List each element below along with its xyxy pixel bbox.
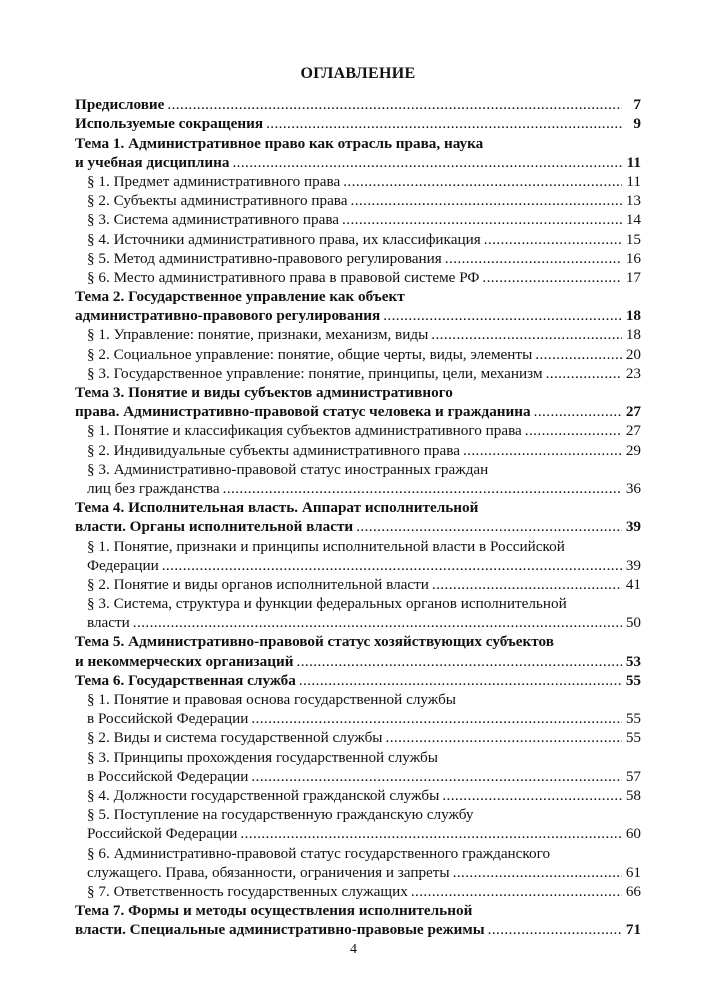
toc-page-number: 50: [625, 614, 641, 632]
dot-leader: [232, 153, 622, 172]
toc-entry-line: [75, 306, 641, 325]
page-number: 4: [350, 942, 357, 957]
dot-leader: [463, 441, 622, 460]
dot-leader: [445, 249, 622, 268]
toc-entry-title: § 1. Управление: понятие, признаки, механизм, виды: [87, 326, 429, 344]
toc-page-number: 27: [625, 403, 641, 421]
toc-entry-line: [75, 421, 641, 440]
toc-entry[interactable]: [75, 632, 641, 670]
dot-leader: [251, 767, 622, 786]
toc-entry-line: [75, 920, 641, 939]
toc-entry-line: [75, 537, 641, 556]
dot-leader: [351, 191, 622, 210]
toc-page-number: 18: [625, 326, 641, 344]
dot-leader: [383, 306, 622, 325]
toc-page-number: 7: [633, 96, 641, 114]
toc-entry-line: [75, 230, 641, 249]
toc-page-number: 11: [626, 172, 641, 190]
toc-page-number: 18: [625, 307, 641, 325]
toc-entry-title: § 4. Должности государственной гражданской службы: [87, 786, 440, 804]
toc-entry[interactable]: [75, 671, 641, 690]
toc-entry[interactable]: [75, 249, 641, 268]
toc-page-number: 66: [625, 882, 641, 900]
toc-page-number: 60: [625, 825, 641, 843]
toc-entry-title: и учебная дисциплина: [75, 153, 230, 171]
toc-entry-title: Федерации: [87, 556, 159, 574]
dot-leader: [535, 345, 622, 364]
dot-leader: [299, 671, 622, 690]
toc-entry-title: § 1. Предмет административного права: [87, 172, 341, 190]
dot-leader: [386, 728, 623, 747]
dot-leader: [342, 210, 622, 229]
toc-entry-line: [75, 383, 641, 402]
toc-entry-line: [75, 613, 641, 632]
toc-page-number: 9: [633, 115, 641, 133]
toc-entry-line: [75, 325, 641, 344]
toc-entry-title: власти: [87, 614, 130, 632]
dot-leader: [266, 114, 622, 133]
toc-page-number: 14: [625, 211, 641, 229]
dot-leader: [356, 517, 622, 536]
toc-entry-title: § 6. Место административного права в правовой системе РФ: [87, 268, 480, 286]
toc-entry-title: Тема 3. Понятие и виды субъектов административного: [75, 384, 453, 402]
toc-entry-line: [75, 805, 641, 824]
toc-entry-line: [75, 575, 641, 594]
toc-entry-title: Тема 5. Административно-правовой статус хозяйствующих субъектов: [75, 633, 554, 651]
dot-leader: [223, 479, 622, 498]
toc-entry-title: § 2. Субъекты административного права: [87, 192, 348, 210]
toc-entry-title: § 1. Понятие и правовая основа государственной службы: [87, 691, 457, 709]
toc-entry-title: § 2. Индивидуальные субъекты административного права: [87, 441, 460, 459]
toc-entry-line: [75, 517, 641, 536]
toc-entry-line: [75, 882, 641, 901]
dot-leader: [442, 786, 622, 805]
toc-entry-title: § 1. Понятие и классификация субъектов административного права: [87, 422, 522, 440]
toc-entry-title: Российской Федерации: [87, 825, 238, 843]
toc-page-number: 53: [625, 652, 641, 670]
toc-entry-title: Тема 7. Формы и методы осуществления исполнительной: [75, 902, 473, 920]
toc-page-number: 23: [625, 364, 641, 382]
toc-entry[interactable]: [75, 690, 641, 728]
toc-page-number: 17: [625, 268, 641, 286]
toc-entry[interactable]: [75, 901, 641, 939]
table-of-contents: [75, 64, 641, 939]
toc-entry-title: Предисловие: [75, 96, 165, 114]
toc-entry-line: [75, 210, 641, 229]
toc-entry-line: [75, 671, 641, 690]
toc-entry-title: § 3. Принципы прохождения государственной службы: [87, 748, 438, 766]
dot-leader: [411, 882, 622, 901]
toc-entry-title: § 3. Административно-правовой статус иностранных граждан: [87, 460, 489, 478]
toc-list: [75, 95, 641, 939]
toc-entry[interactable]: [75, 882, 641, 901]
toc-entry[interactable]: [75, 95, 641, 114]
dot-leader: [453, 863, 622, 882]
toc-entry-line: [75, 498, 641, 517]
toc-entry-title: § 2. Социальное управление: понятие, общие черты, виды, элементы: [87, 345, 533, 363]
toc-entry-line: [75, 268, 641, 287]
toc-page-number: 71: [625, 921, 641, 939]
toc-entry[interactable]: [75, 325, 641, 344]
toc-entry-title: § 5. Поступление на государственную гражданскую службу: [87, 806, 474, 824]
toc-entry-line: [75, 632, 641, 651]
toc-entry-line: [75, 786, 641, 805]
toc-entry[interactable]: [75, 748, 641, 786]
toc-entry-title: власти. Специальные административно-правовые режимы: [75, 921, 485, 939]
toc-entry[interactable]: [75, 364, 641, 383]
toc-entry[interactable]: [75, 537, 641, 575]
toc-entry-title: § 3. Государственное управление: понятие, принципы, цели, механизм: [87, 364, 543, 382]
toc-entry-line: [75, 95, 641, 114]
toc-entry-line: [75, 402, 641, 421]
toc-page-number: 15: [625, 230, 641, 248]
toc-page-number: 39: [625, 556, 641, 574]
toc-entry-title: Тема 4. Исполнительная власть. Аппарат исполнительной: [75, 499, 479, 517]
toc-entry-line: [75, 690, 641, 709]
dot-leader: [133, 613, 622, 632]
toc-entry-line: [75, 345, 641, 364]
toc-entry-title: лиц без гражданства: [87, 479, 220, 497]
toc-entry-line: [75, 134, 641, 153]
toc-entry[interactable]: [75, 460, 641, 498]
toc-entry-line: [75, 364, 641, 383]
toc-entry-line: [75, 556, 641, 575]
toc-entry[interactable]: [75, 210, 641, 229]
toc-entry-line: [75, 709, 641, 728]
toc-entry-line: [75, 728, 641, 747]
toc-heading: ОГЛАВЛЕНИЕ: [300, 65, 416, 82]
dot-leader: [162, 556, 622, 575]
toc-entry[interactable]: [75, 230, 641, 249]
toc-entry-title: права. Административно-правовой статус человека и гражданина: [75, 403, 531, 421]
toc-entry[interactable]: [75, 844, 641, 882]
dot-leader: [251, 709, 622, 728]
toc-entry-line: [75, 863, 641, 882]
toc-page-number: 36: [625, 479, 641, 497]
toc-entry-title: в Российской Федерации: [87, 710, 249, 728]
toc-entry[interactable]: [75, 287, 641, 325]
toc-entry-title: Тема 1. Административное право как отрасль права, наука: [75, 134, 484, 152]
toc-entry[interactable]: [75, 114, 641, 133]
toc-entry[interactable]: [75, 345, 641, 364]
toc-entry-title: § 5. Метод административно-правового регулирования: [87, 249, 442, 267]
toc-entry[interactable]: [75, 575, 641, 594]
toc-entry-title: § 1. Понятие, признаки и принципы исполнительной власти в Российской: [87, 537, 565, 555]
toc-entry[interactable]: [75, 441, 641, 460]
toc-entry-title: § 6. Административно-правовой статус государственного гражданского: [87, 844, 551, 862]
toc-entry-line: [75, 652, 641, 671]
toc-entry-line: [75, 594, 641, 613]
toc-entry[interactable]: [75, 191, 641, 210]
toc-entry-title: Используемые сокращения: [75, 115, 264, 133]
toc-entry-title: и некоммерческих организаций: [75, 652, 294, 670]
toc-page-number: 20: [625, 345, 641, 363]
toc-entry[interactable]: [75, 172, 641, 191]
toc-entry-title: § 2. Понятие и виды органов исполнительной власти: [87, 575, 429, 593]
dot-leader: [432, 575, 622, 594]
toc-page-number: 55: [625, 729, 641, 747]
toc-page-number: 61: [625, 863, 641, 881]
dot-leader: [240, 824, 622, 843]
toc-page-number: 55: [625, 710, 641, 728]
toc-entry-line: [75, 114, 641, 133]
toc-entry-line: [75, 460, 641, 479]
toc-entry[interactable]: [75, 805, 641, 843]
toc-entry-line: [75, 824, 641, 843]
toc-entry-line: [75, 767, 641, 786]
dot-leader: [431, 325, 622, 344]
dot-leader: [484, 230, 622, 249]
toc-entry[interactable]: [75, 728, 641, 747]
dot-leader: [525, 421, 622, 440]
toc-page-number: 41: [625, 575, 641, 593]
toc-page-number: 39: [625, 518, 641, 536]
dot-leader: [343, 172, 622, 191]
toc-entry-line: [75, 287, 641, 306]
toc-entry-line: [75, 901, 641, 920]
toc-entry-line: [75, 479, 641, 498]
toc-entry[interactable]: [75, 498, 641, 536]
toc-page-number: 11: [626, 153, 641, 171]
toc-entry-title: § 3. Система, структура и функции федеральных органов исполнительной: [87, 595, 567, 613]
toc-entry-title: служащего. Права, обязанности, ограничения и запреты: [87, 863, 450, 881]
toc-entry-line: [75, 844, 641, 863]
dot-leader: [546, 364, 622, 383]
toc-page-number: 16: [625, 249, 641, 267]
dot-leader: [488, 920, 622, 939]
toc-entry-line: [75, 748, 641, 767]
toc-page-number: 13: [625, 192, 641, 210]
toc-entry-title: власти. Органы исполнительной власти: [75, 518, 354, 536]
toc-entry[interactable]: [75, 134, 641, 172]
dot-leader: [297, 652, 623, 671]
dot-leader: [167, 95, 622, 114]
toc-entry[interactable]: [75, 421, 641, 440]
toc-entry-line: [75, 249, 641, 268]
toc-entry-title: в Российской Федерации: [87, 767, 249, 785]
toc-entry-title: Тема 2. Государственное управление как объект: [75, 288, 405, 306]
toc-entry[interactable]: [75, 268, 641, 287]
toc-page-number: 58: [625, 786, 641, 804]
toc-page-number: 57: [625, 767, 641, 785]
toc-entry-title: § 7. Ответственность государственных служащих: [87, 882, 408, 900]
toc-entry-line: [75, 172, 641, 191]
toc-entry[interactable]: [75, 594, 641, 632]
toc-entry-line: [75, 191, 641, 210]
toc-entry-title: административно-правового регулирования: [75, 307, 381, 325]
dot-leader: [482, 268, 622, 287]
dot-leader: [534, 402, 622, 421]
toc-entry-title: § 2. Виды и система государственной службы: [87, 729, 383, 747]
toc-entry[interactable]: [75, 383, 641, 421]
toc-page-number: 29: [625, 441, 641, 459]
toc-page-number: 55: [625, 671, 641, 689]
toc-entry[interactable]: [75, 786, 641, 805]
toc-entry-line: [75, 441, 641, 460]
toc-entry-title: § 4. Источники административного права, их классификация: [87, 230, 481, 248]
toc-page-number: 27: [625, 422, 641, 440]
toc-entry-title: Тема 6. Государственная служба: [75, 671, 296, 689]
toc-entry-line: [75, 153, 641, 172]
toc-entry-title: § 3. Система административного права: [87, 211, 340, 229]
